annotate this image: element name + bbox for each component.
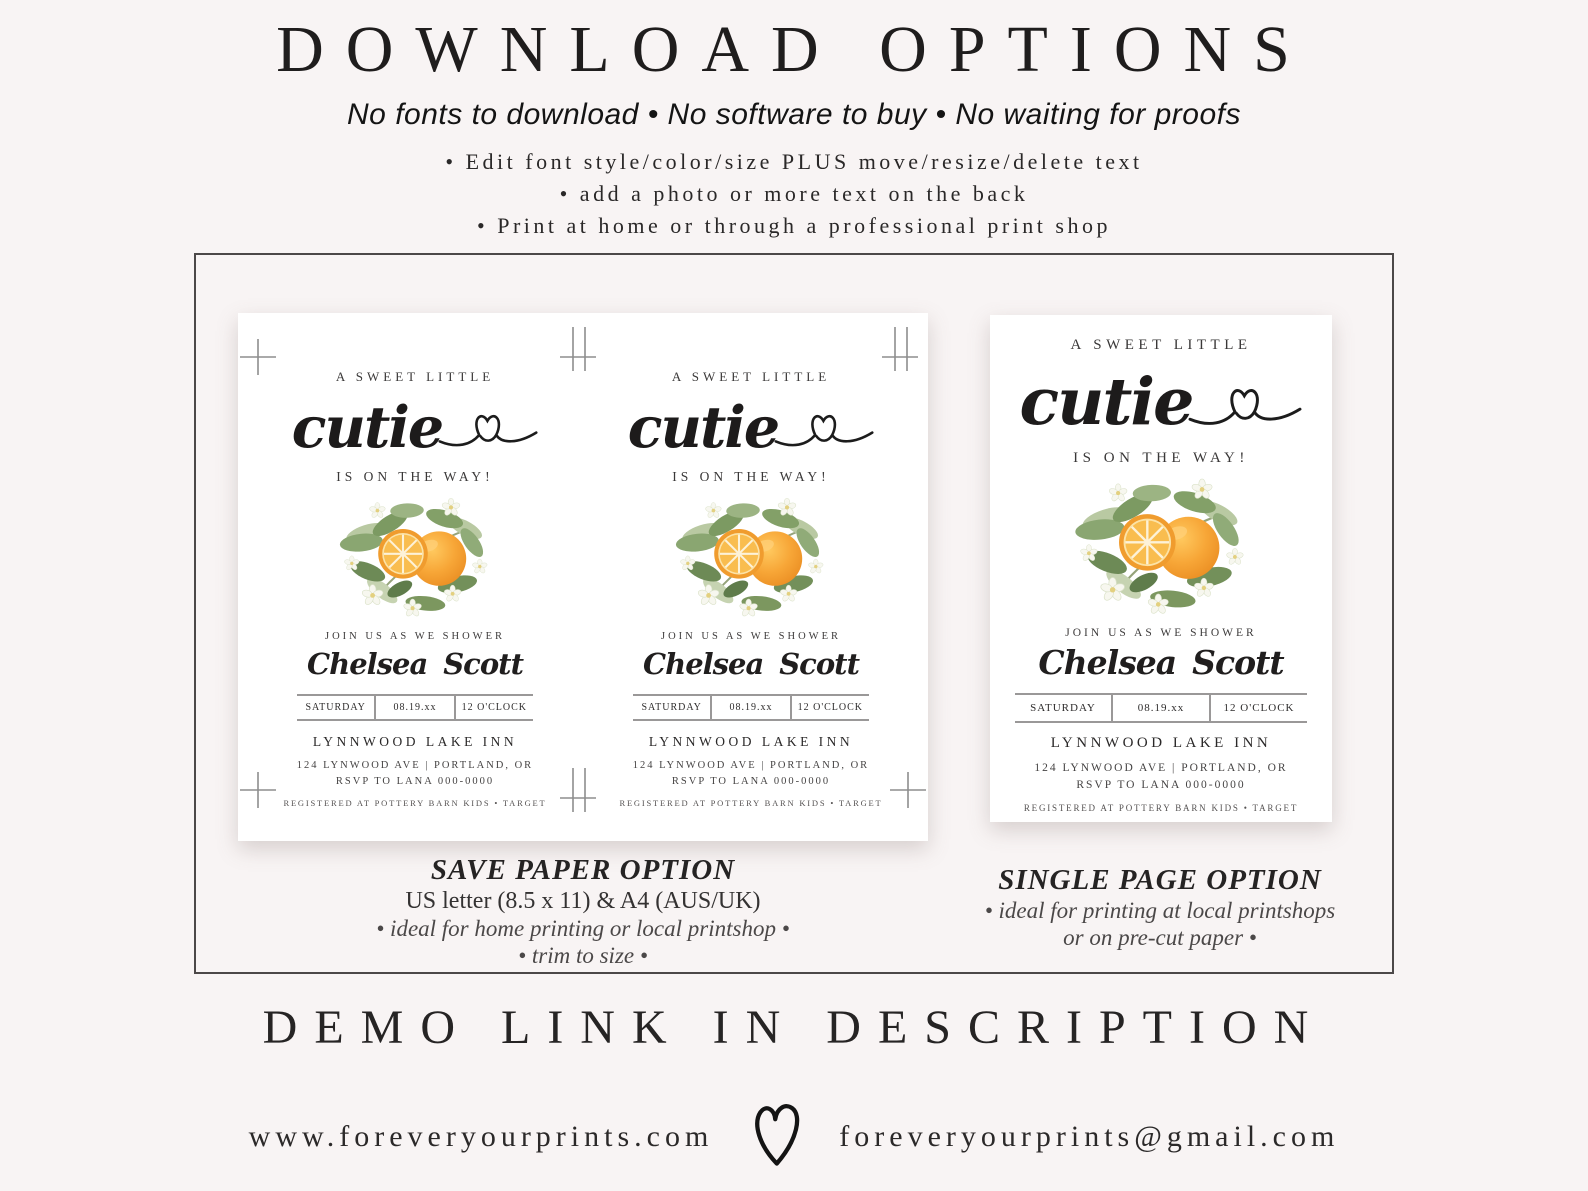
invitation-preview: [250, 313, 580, 841]
heart-flourish-icon: [1188, 381, 1302, 436]
cutie-text: cutie: [1019, 363, 1193, 440]
page-title: DOWNLOAD OPTIONS: [276, 13, 1312, 86]
honoree-name: [990, 643, 1332, 683]
event-details-table: [1015, 693, 1307, 723]
feature-bullet-list: [0, 146, 1588, 242]
event-time: 12 O'CLOCK: [790, 696, 869, 719]
save-paper-title: SAVE PAPER OPTION: [430, 854, 736, 886]
feature-bullet: • Edit font style/color/size PLUS move/resize/delete text: [445, 149, 1143, 174]
invite-tagline: IS ON THE WAY!: [336, 469, 494, 484]
honoree-first-name: Chelsea: [307, 647, 428, 681]
event-day: SATURDAY: [1030, 701, 1096, 714]
save-paper-note: • trim to size •: [518, 943, 648, 969]
honoree-first-name: Chelsea: [643, 647, 764, 681]
address-line: 124 LYNWOOD AVE | PORTLAND, OR: [296, 759, 534, 771]
feature-bullet: • add a photo or more text on the back: [559, 181, 1029, 206]
venue-address: [586, 758, 916, 791]
heart-flourish-icon: [774, 408, 874, 456]
venue-name: LYNNWOOD LAKE INN: [648, 733, 854, 749]
honoree-name: [586, 647, 916, 682]
single-page-title: SINGLE PAGE OPTION: [998, 864, 1322, 896]
heart-flourish-icon: [438, 408, 538, 456]
citrus-bouquet-illustration: [1063, 473, 1259, 619]
venue-name: LYNNWOOD LAKE INN: [312, 733, 518, 749]
feature-bullet: • Print at home or through a professional print shop: [477, 213, 1111, 238]
heart-icon: [747, 1099, 805, 1169]
email-address: foreveryourprints@gmail.com: [839, 1120, 1340, 1153]
save-paper-sheet-preview: [238, 313, 928, 841]
address-line: 124 LYNWOOD AVE | PORTLAND, OR: [1034, 761, 1288, 774]
invite-script-title: [250, 387, 580, 467]
single-page-note: • ideal for printing at local printshops: [984, 898, 1336, 923]
demo-link-banner: DEMO LINK IN DESCRIPTION: [262, 1001, 1326, 1054]
invite-script-title: [990, 356, 1332, 448]
single-page-note: or on pre-cut paper •: [1063, 925, 1257, 951]
rsvp-line: RSVP TO LANA 000-0000: [335, 776, 495, 788]
invite-join-line: JOIN US AS WE SHOWER: [661, 631, 841, 642]
page-subtitle: No fonts to download • No software to buy • No waiting for proofs: [347, 98, 1241, 131]
venue-address: [990, 760, 1332, 796]
save-paper-caption: [238, 854, 928, 970]
honoree-last-name: Scott: [779, 647, 859, 681]
single-page-card-preview: [990, 315, 1332, 822]
honoree-last-name: Scott: [1192, 643, 1284, 682]
invitation-preview: [990, 315, 1332, 822]
invite-script-title: [586, 387, 916, 467]
registry-line: REGISTERED AT POTTERY BARN KIDS • TARGET: [283, 798, 547, 809]
address-line: 124 LYNWOOD AVE | PORTLAND, OR: [632, 759, 870, 771]
honoree-name: [250, 647, 580, 682]
event-details-table: [633, 694, 869, 721]
citrus-bouquet-illustration: [329, 493, 501, 621]
cutie-text: cutie: [291, 393, 443, 461]
invite-eyebrow: A SWEET LITTLE: [1070, 337, 1252, 353]
invite-eyebrow: A SWEET LITTLE: [671, 369, 831, 384]
honoree-last-name: Scott: [443, 647, 523, 681]
footer: [0, 1092, 1588, 1182]
venue-address: [250, 758, 580, 791]
citrus-bouquet-illustration: [665, 493, 837, 621]
event-date: 08.19.xx: [374, 696, 453, 719]
save-paper-sizes: US letter (8.5 x 11) & A4 (AUS/UK): [405, 888, 761, 914]
rsvp-line: RSVP TO LANA 000-0000: [1076, 779, 1246, 792]
event-day: SATURDAY: [641, 701, 702, 713]
invite-eyebrow: A SWEET LITTLE: [335, 369, 495, 384]
invite-tagline: IS ON THE WAY!: [672, 469, 830, 484]
cutie-text: cutie: [627, 393, 779, 461]
website-url: www.foreveryourprints.com: [248, 1120, 714, 1153]
event-details-table: [297, 694, 533, 721]
event-day: SATURDAY: [305, 701, 366, 713]
event-date: 08.19.xx: [710, 696, 789, 719]
event-time: 12 O'CLOCK: [1209, 695, 1307, 721]
invite-join-line: JOIN US AS WE SHOWER: [325, 631, 505, 642]
invitation-preview: [586, 313, 916, 841]
invite-tagline: IS ON THE WAY!: [1073, 450, 1249, 466]
save-paper-note: • ideal for home printing or local printshop •: [376, 916, 790, 942]
registry-line: REGISTERED AT POTTERY BARN KIDS • TARGET: [619, 798, 883, 809]
honoree-first-name: Chelsea: [1038, 643, 1177, 682]
registry-line: REGISTERED AT POTTERY BARN KIDS • TARGET: [1023, 803, 1299, 814]
event-time: 12 O'CLOCK: [454, 696, 533, 719]
event-date: 08.19.xx: [1111, 695, 1209, 721]
rsvp-line: RSVP TO LANA 000-0000: [671, 776, 831, 788]
invite-join-line: JOIN US AS WE SHOWER: [1065, 627, 1257, 639]
venue-name: LYNNWOOD LAKE INN: [1050, 734, 1272, 751]
single-page-caption: [955, 864, 1365, 951]
